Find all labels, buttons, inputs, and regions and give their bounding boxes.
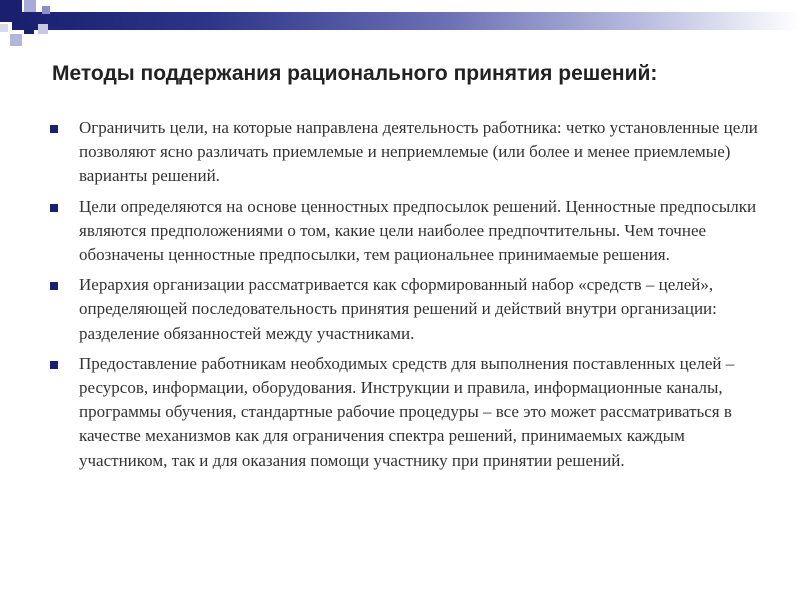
bullet-text: Иерархия организации рассматривается как сформированный набор «средств – целей», определяющей последовательность принятия решений и действий внутри организации: разделение обязанностей между участниками. — [79, 275, 717, 343]
square-bullet-icon — [50, 204, 58, 212]
bullet-item — [50, 352, 770, 473]
square-bullet-icon — [50, 282, 58, 290]
square-bullet-icon — [50, 361, 58, 369]
decorative-square — [42, 6, 50, 14]
bullet-item — [50, 195, 770, 268]
bullet-text: Ограничить цели, на которые направлена деятельность работника: четко установленные цели позволяют ясно различать приемлемые и неприемлемые (или более и менее приемлемые) варианты решений. — [79, 118, 758, 186]
decorative-square — [24, 24, 34, 34]
decorative-square — [24, 0, 36, 12]
square-bullet-icon — [50, 125, 58, 133]
bullet-item — [50, 273, 770, 346]
decorative-square — [10, 34, 22, 46]
header-gradient-bar — [12, 12, 800, 30]
slide-title: Методы поддержания рационального принятия решений: — [52, 62, 658, 85]
bullet-item — [50, 116, 770, 189]
decorative-square — [0, 0, 22, 22]
decorative-square — [38, 24, 48, 34]
bullet-text: Цели определяются на основе ценностных предпосылок решений. Ценностные предпосылки являются предположениями о том, какие цели наиболее предпочтительны. Чем точнее обозначены ценностные предпосылки, тем рациональнее принимаемые решения. — [79, 196, 757, 265]
bullet-list — [50, 116, 770, 479]
decorative-square — [0, 24, 8, 32]
bullet-text: Предоставление работникам необходимых средств для выполнения поставленных целей – ресурсов, информации, оборудования. Инструкции и правила, информационные каналы, программы обучения, стандартные рабочие процедуры – все это может рассматриваться в качестве механизмов как для ограничения спектра решений, принимаемых каждым участником, так и для оказания помощи участнику при принятии решений. — [79, 353, 735, 470]
